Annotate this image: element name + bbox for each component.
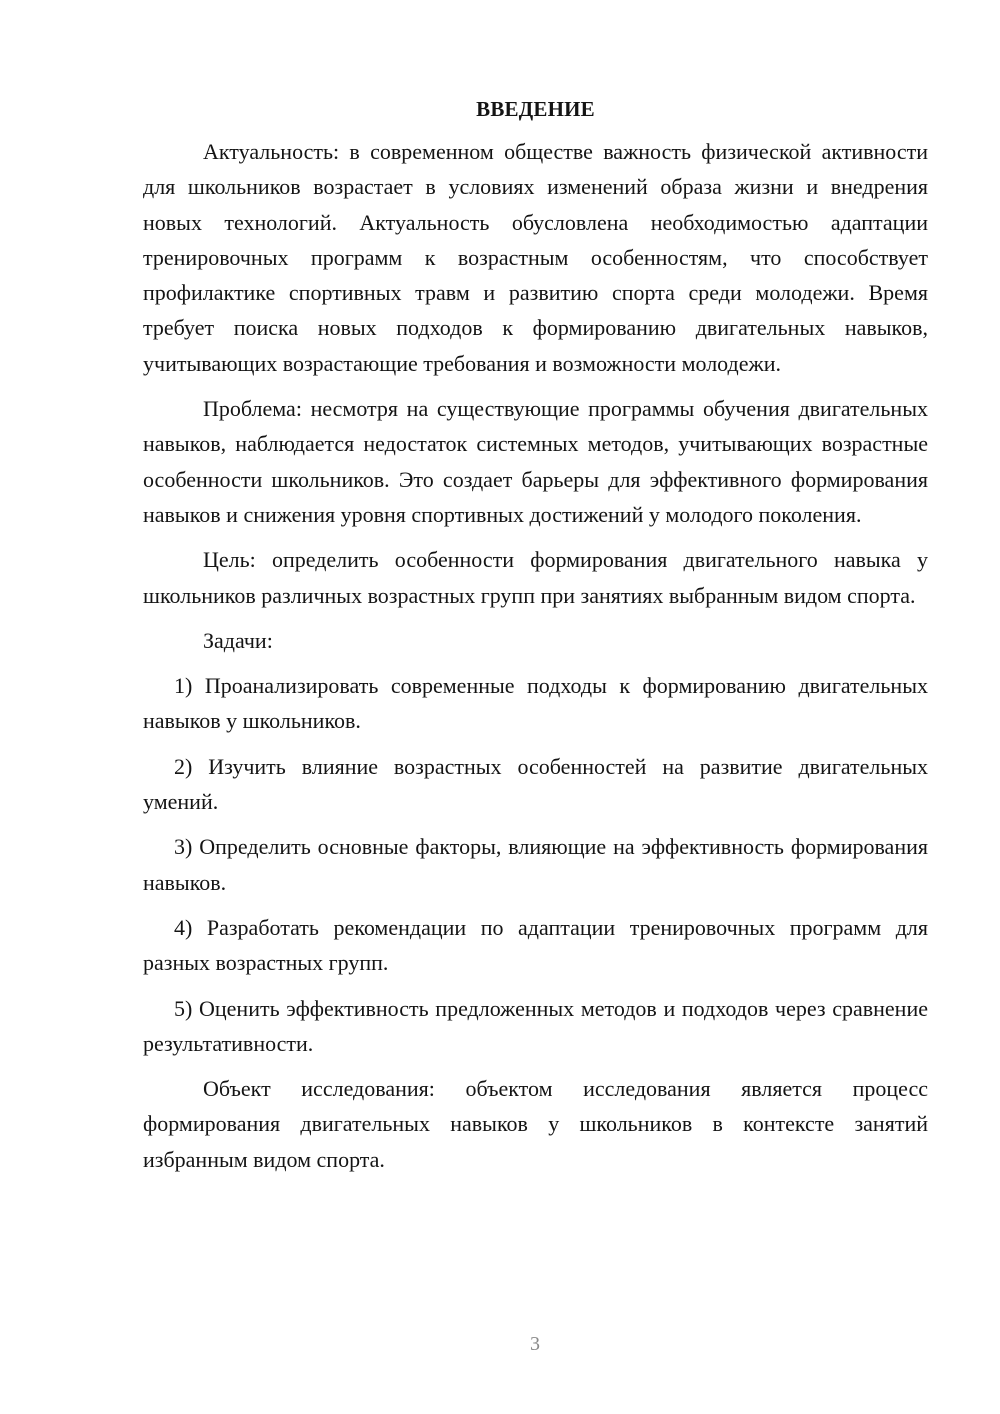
goal-paragraph: Цель: определить особенности формирования двигательного навыка у школьников различных возрастных групп при занятиях выбранным видом спорта.: [143, 547, 928, 608]
page-number: 3: [530, 1333, 540, 1355]
tasks-heading: Задачи:: [203, 627, 273, 653]
task-item-1: 1) Проанализировать современные подходы к формированию двигательных навыков у школьников.: [143, 673, 928, 734]
object-paragraph: Объект исследования: объектом исследования является процесс формирования двигательных навыков у школьников в контексте занятий избранным видом спорта.: [143, 1076, 928, 1172]
task-item-4: 4) Разработать рекомендации по адаптации тренировочных программ для разных возрастных групп.: [143, 914, 928, 976]
relevance-paragraph: Актуальность: в современном обществе важность физической активности для школьников возрастает в условиях изменений образа жизни и внедрения новых технологий. Актуальность обусловлена необходимостью адаптации тренировочных программ к возрастным особенностям, что способствует профилактике спортивных травм и развитию спорта среди молодежи. Время требует поиска новых подходов к формированию двигательных навыков, учитывающих возрастающие требования и возможности молодежи.: [143, 139, 928, 376]
task-item-5: 5) Оценить эффективность предложенных методов и подходов через сравнение результативности.: [143, 995, 928, 1056]
task-item-2: 2) Изучить влияние возрастных особенностей на развитие двигательных умений.: [143, 753, 928, 815]
task-item-3: 3) Определить основные факторы, влияющие на эффективность формирования навыков.: [143, 834, 928, 895]
problem-paragraph: Проблема: несмотря на существующие программы обучения двигательных навыков, наблюдается недостаток системных методов, учитывающих возрастные особенности школьников. Это создает барьеры для эффективного формирования навыков и снижения уровня спортивных достижений у молодого поколения.: [143, 396, 928, 527]
section-title: ВВЕДЕНИЕ: [476, 97, 595, 121]
document-page: [143, 92, 928, 1177]
